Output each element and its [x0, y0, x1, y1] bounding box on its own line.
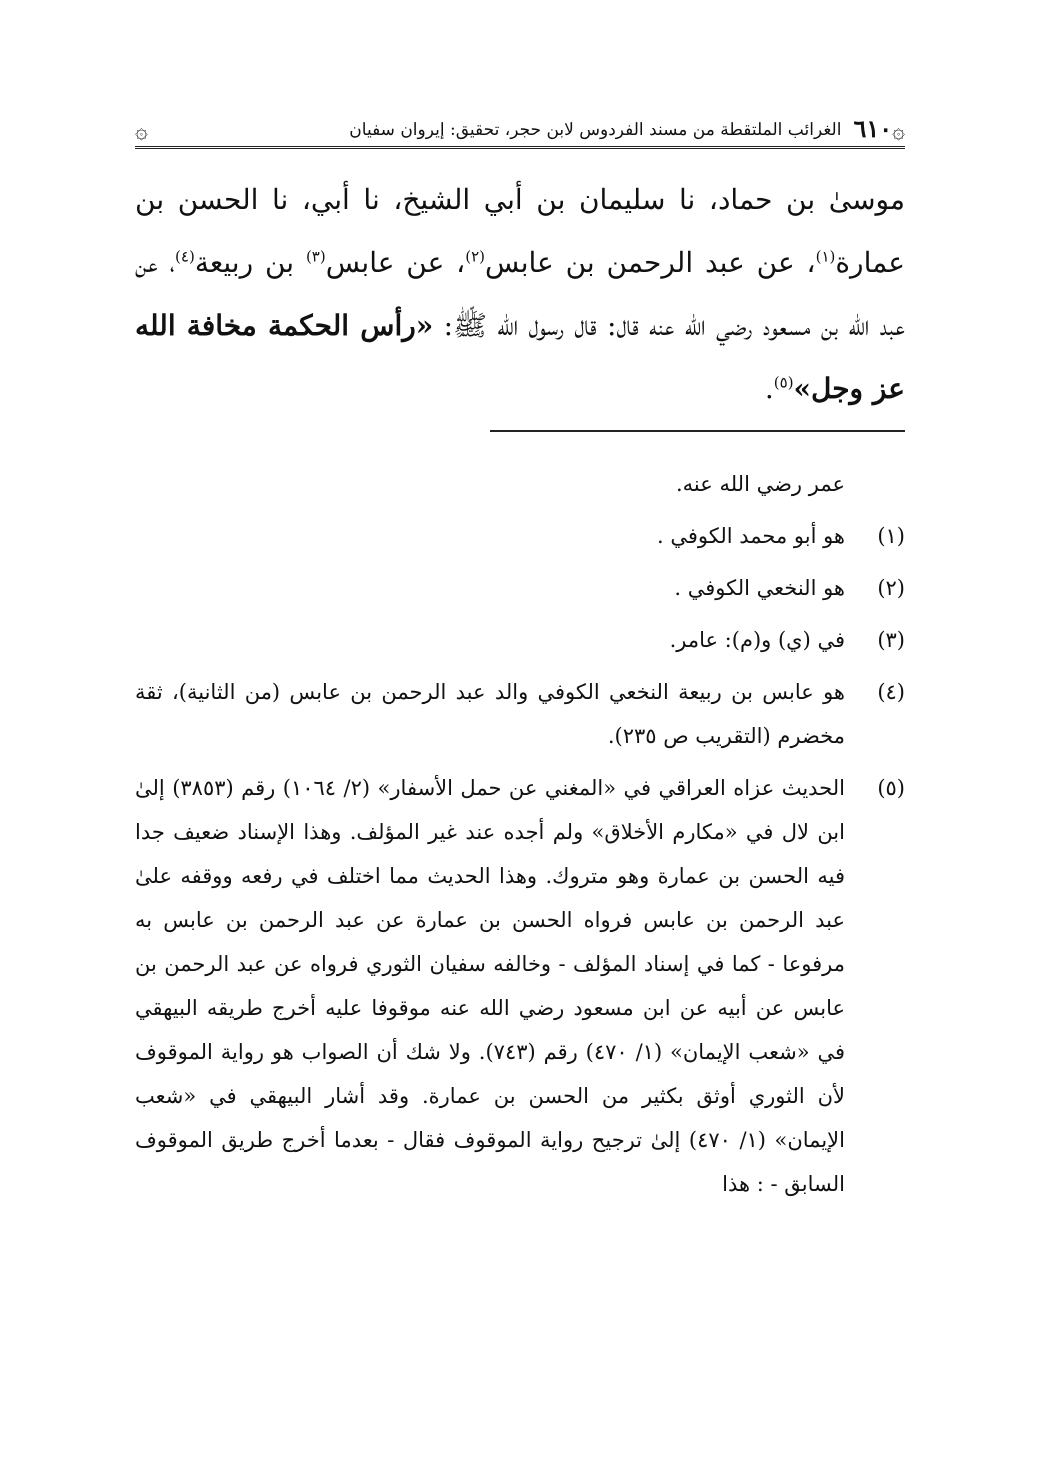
footnote-separator	[490, 430, 905, 432]
footnote-text: في (ي) و(م): عامر.	[669, 628, 845, 652]
footnote-item	[135, 566, 905, 610]
main-text-segment: ، عن عبد الرحمن بن عابس	[485, 246, 816, 279]
main-text-segment: ، عن عبد الله بن مسعود رضي الله عنه قال: قال رسول الله ﷺ:	[135, 246, 905, 342]
footnote-number: (٣)	[877, 628, 905, 652]
footnote-continuation: عمر رضي الله عنه.	[675, 472, 845, 496]
running-header	[135, 102, 905, 146]
page-number-text: ٦١٠	[853, 114, 893, 143]
header-ornament-left-icon: ۞	[135, 119, 148, 144]
footnotes	[135, 462, 905, 1214]
header-title: الغرائب الملتقطة من مسند الفردوس لابن حجر، تحقيق: إيروان سفيان	[349, 120, 842, 140]
footnote-number: (٢)	[877, 576, 905, 600]
header-ornament-icon: ۞	[892, 119, 905, 144]
footnote-number: (٥)	[877, 776, 905, 800]
footnote-item	[135, 618, 905, 662]
main-text-segment: ، عن عابس	[325, 246, 466, 279]
main-text	[135, 168, 905, 420]
footnote-item	[135, 514, 905, 558]
footnote-number: (٤)	[877, 680, 905, 704]
footnote-item	[135, 766, 905, 1206]
header-rule	[135, 146, 905, 149]
footnote-ref: (٣)	[305, 247, 326, 266]
footnote-ref: (٥)	[773, 373, 794, 392]
hadith-text: «رأس الحكمة مخافة الله عز وجل»	[135, 309, 905, 405]
footnote-ref: (٢)	[465, 247, 485, 266]
main-text-segment: .	[764, 372, 774, 405]
footnote-text: هو عابس بن ربيعة النخعي الكوفي والد عبد الرحمن بن عابس (من الثانية)، ثقة مخضرم (التقريب ص ٢٣٥).	[135, 680, 845, 748]
footnote-item	[135, 670, 905, 758]
footnote-text: هو النخعي الكوفي .	[674, 576, 845, 600]
footnote-text: الحديث عزاه العراقي في «المغني عن حمل الأسفار» (٢/ ١٠٦٤) رقم (٣٨٥٣) إلىٰ ابن لال في «مكارم الأخلاق» ولم أجده عند غير المؤلف. وهذا الإسناد ضعيف جدا فيه الحسن بن عمارة وهو متروك. وهذا الحديث مما اختلف في رفعه ووقفه علىٰ عبد الرحمن بن عابس فرواه الحسن بن عمارة عن عبد الرحمن بن عابس به مرفوعا - كما في إسناد المؤلف - وخالفه سفيان الثوري فرواه عن عبد الرحمن بن عابس عن أبيه عن ابن مسعود رضي الله عنه موقوفا عليه أخرج طريقه البيهقي في «شعب الإيمان» (١/ ٤٧٠) رقم (٧٤٣). ولا شك أن الصواب هو رواية الموقوف لأن الثوري أوثق بكثير من الحسن بن عمارة. وقد أشار البيهقي في «شعب الإيمان» (١/ ٤٧٠) إلىٰ ترجيح رواية الموقوف فقال - بعدما أخرج طريق الموقوف السابق - : هذا	[135, 776, 845, 1196]
footnote-text: هو أبو محمد الكوفي .	[656, 524, 845, 548]
footnote-ref: (١)	[815, 247, 836, 266]
page-number	[853, 114, 892, 146]
main-text-segment: بن ربيعة	[194, 246, 306, 279]
footnote-number: (١)	[877, 524, 905, 548]
footnote-ref: (٤)	[175, 247, 195, 266]
main-text-segment: موسىٰ بن حماد، نا سليمان بن أبي الشيخ، نا أبي، نا الحسن بن عمارة	[135, 183, 905, 279]
